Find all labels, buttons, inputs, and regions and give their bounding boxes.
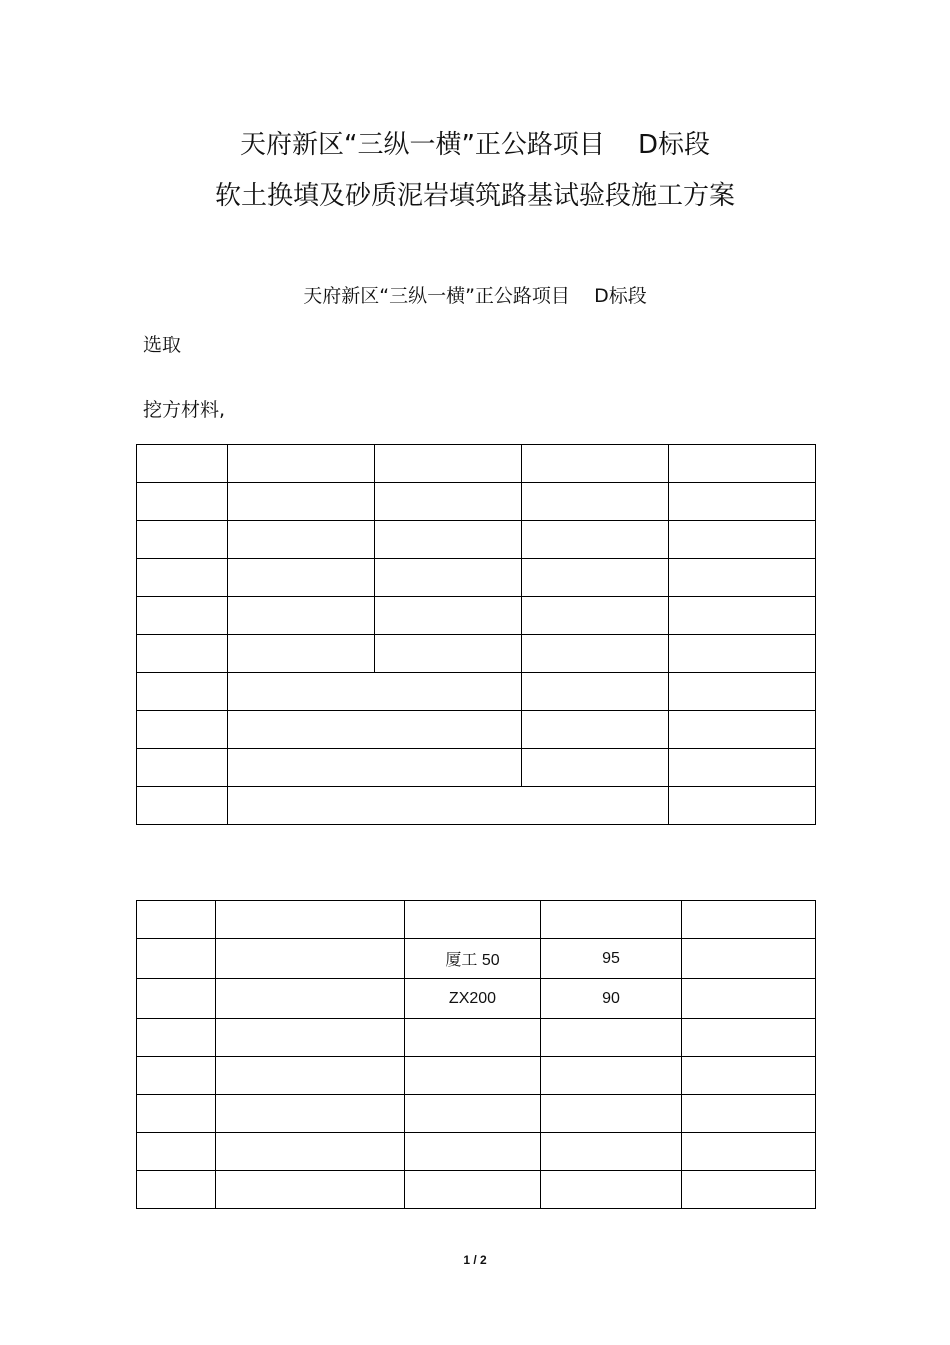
document-title-line2: 软土换填及砂质泥岩填筑路基试验段施工方案 xyxy=(214,181,735,211)
table-cell xyxy=(405,1057,541,1095)
table-row xyxy=(137,1057,816,1095)
table-row xyxy=(137,673,816,711)
table-cell xyxy=(137,1019,216,1057)
table-cell xyxy=(216,939,405,979)
table-cell-merged xyxy=(228,749,522,787)
table-cell xyxy=(216,1019,405,1057)
table-cell xyxy=(669,749,816,787)
table-cell xyxy=(216,1095,405,1133)
table-cell xyxy=(669,673,816,711)
table-cell xyxy=(216,979,405,1019)
table-cell-merged xyxy=(228,711,522,749)
table-cell xyxy=(137,749,228,787)
equipment-value-cell: 90 xyxy=(541,979,682,1019)
table-cell xyxy=(522,635,669,673)
table-cell xyxy=(522,597,669,635)
table-cell xyxy=(375,559,522,597)
table-row xyxy=(137,1019,816,1057)
table-cell xyxy=(375,635,522,673)
table-row xyxy=(137,521,816,559)
table-cell xyxy=(216,1133,405,1171)
table-cell xyxy=(682,939,816,979)
table-cell xyxy=(228,445,375,483)
table-row xyxy=(137,711,816,749)
table-cell xyxy=(522,445,669,483)
table-cell xyxy=(522,521,669,559)
table-cell xyxy=(522,711,669,749)
table-row xyxy=(137,445,816,483)
table-cell xyxy=(669,521,816,559)
table-cell xyxy=(137,673,228,711)
table-cell xyxy=(228,483,375,521)
table-row xyxy=(137,483,816,521)
table-cell xyxy=(137,635,228,673)
table-cell xyxy=(137,711,228,749)
table-cell xyxy=(137,979,216,1019)
table-cell xyxy=(137,787,228,825)
table-cell xyxy=(682,901,816,939)
table-cell xyxy=(137,521,228,559)
table-cell xyxy=(669,483,816,521)
table-cell xyxy=(682,1019,816,1057)
equipment-model-cell: ZX200 xyxy=(405,979,541,1019)
table-cell xyxy=(228,635,375,673)
table-cell xyxy=(541,1171,682,1209)
table-cell-merged xyxy=(228,787,669,825)
table-cell xyxy=(522,673,669,711)
table-cell xyxy=(137,483,228,521)
table-row xyxy=(137,979,816,1019)
materials-table xyxy=(136,444,816,825)
table-cell xyxy=(541,1095,682,1133)
document-subtitle: 天府新区“三纵一横”正公路项目 D标段 xyxy=(303,285,647,307)
table-cell xyxy=(216,1057,405,1095)
table-cell xyxy=(405,901,541,939)
equipment-value-cell: 95 xyxy=(541,939,682,979)
table-cell xyxy=(228,521,375,559)
table-cell xyxy=(137,597,228,635)
table-cell xyxy=(522,559,669,597)
table-cell xyxy=(137,1057,216,1095)
equipment-model-cell: 厦工 50 xyxy=(405,939,541,979)
table-cell xyxy=(682,1133,816,1171)
table-row xyxy=(137,901,816,939)
table-cell xyxy=(375,597,522,635)
table-cell xyxy=(541,1133,682,1171)
document-title-line1: 天府新区“三纵一横”正公路项目 D标段 xyxy=(239,130,711,160)
table-cell xyxy=(375,521,522,559)
table-row xyxy=(137,787,816,825)
table-cell xyxy=(682,1171,816,1209)
table-cell xyxy=(137,1095,216,1133)
table-cell xyxy=(137,1133,216,1171)
table-cell xyxy=(682,1057,816,1095)
table-cell xyxy=(522,749,669,787)
page-number: 1 / 2 xyxy=(463,1253,487,1267)
table-row xyxy=(137,749,816,787)
table-cell-merged xyxy=(228,673,522,711)
table-cell xyxy=(405,1133,541,1171)
table-row xyxy=(137,939,816,979)
table-cell xyxy=(216,901,405,939)
table-cell xyxy=(137,559,228,597)
table-cell xyxy=(375,445,522,483)
table-cell xyxy=(137,445,228,483)
table-cell xyxy=(137,901,216,939)
table-cell xyxy=(228,597,375,635)
table-cell xyxy=(216,1171,405,1209)
table-cell xyxy=(669,635,816,673)
table-row xyxy=(137,597,816,635)
table-row xyxy=(137,635,816,673)
table-cell xyxy=(669,711,816,749)
table-cell xyxy=(682,1095,816,1133)
table-cell xyxy=(541,901,682,939)
table-cell xyxy=(669,597,816,635)
table-cell xyxy=(405,1019,541,1057)
table-cell xyxy=(228,559,375,597)
table-cell xyxy=(682,979,816,1019)
table-cell xyxy=(522,483,669,521)
table-cell xyxy=(137,939,216,979)
table-cell xyxy=(669,559,816,597)
table-cell xyxy=(405,1095,541,1133)
table-row xyxy=(137,559,816,597)
equipment-table xyxy=(136,900,816,1209)
table-cell xyxy=(541,1019,682,1057)
paragraph-select: 选取 xyxy=(143,334,182,356)
table-cell xyxy=(137,1171,216,1209)
table-cell xyxy=(541,1057,682,1095)
table-cell xyxy=(669,445,816,483)
table-cell xyxy=(669,787,816,825)
table-cell xyxy=(405,1171,541,1209)
paragraph-excavation-material: 挖方材料, xyxy=(143,399,226,421)
table-row xyxy=(137,1095,816,1133)
table-row xyxy=(137,1133,816,1171)
table-cell xyxy=(375,483,522,521)
table-row xyxy=(137,1171,816,1209)
